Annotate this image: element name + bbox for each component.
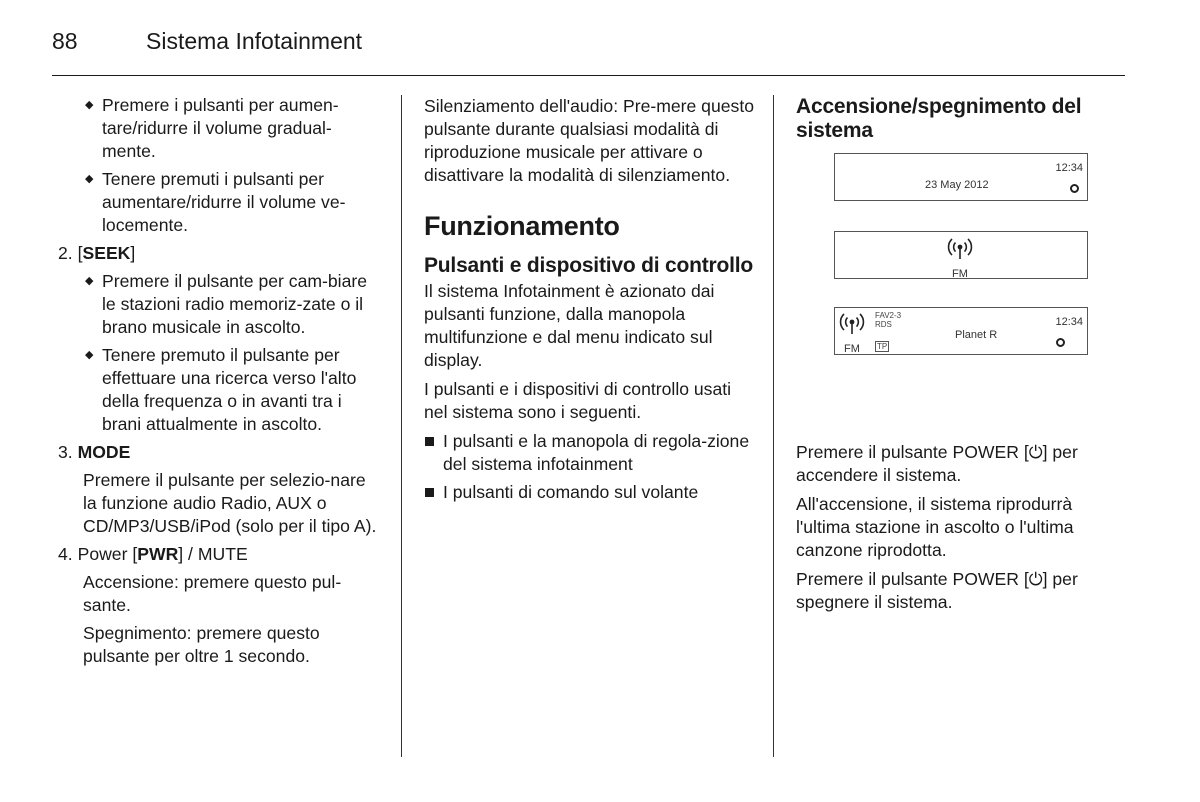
paragraph: Premere il pulsante per selezio-nare la funzione audio Radio, AUX o CD/MP3/USB/iPod (solo per il tipo A). — [83, 470, 377, 536]
settings-icon — [1056, 338, 1065, 347]
list-item: ◆ Premere il pulsante per cam-biare le stazioni radio memoriz-zate o il brano musicale in ascolto. — [85, 271, 367, 337]
section-heading: Funzionamento — [424, 211, 620, 241]
list-item: I pulsanti di comando sul volante — [424, 481, 754, 504]
display-screens-figure — [796, 153, 1126, 433]
display-screen-radio — [834, 307, 1088, 355]
paragraph: I pulsanti e i dispositivi di controllo usati nel sistema sono i seguenti. — [424, 379, 732, 422]
column-3 — [796, 95, 1126, 620]
paragraph: All'accensione, il sistema riprodurrà l'ultima stazione in ascolto o l'ultima canzone riprodotta. — [796, 494, 1074, 560]
diamond-bullet-icon: ◆ — [85, 173, 94, 185]
numbered-item-seek: 2. [SEEK] — [58, 243, 136, 263]
band-label: FM — [844, 343, 860, 355]
page-number: 88 — [52, 28, 78, 54]
diamond-bullet-icon: ◆ — [85, 275, 94, 287]
column-divider-1 — [401, 95, 402, 757]
square-bullet-icon — [425, 488, 434, 497]
diamond-bullet-icon: ◆ — [85, 99, 94, 111]
display-screen-clock — [834, 153, 1088, 201]
display-screen-fm — [834, 231, 1088, 279]
paragraph: Premere il pulsante POWER [⏻] per accendere il sistema. — [796, 442, 1078, 485]
clock-time: 12:34 — [1055, 316, 1083, 328]
settings-icon — [1070, 184, 1079, 193]
diamond-bullet-icon: ◆ — [85, 349, 94, 361]
list-item: ◆ Premere i pulsanti per aumen-tare/ridurre il volume gradual-mente. — [85, 95, 339, 161]
header-rule — [52, 75, 1125, 76]
square-bullet-icon — [425, 437, 434, 446]
paragraph: Premere il pulsante POWER [⏻] per spegnere il sistema. — [796, 569, 1078, 612]
list-item: I pulsanti e la manopola di regola-zione del sistema infotainment — [424, 430, 754, 476]
column-divider-2 — [773, 95, 774, 757]
paragraph: Spegnimento: premere questo pulsante per oltre 1 secondo. — [83, 623, 320, 666]
tp-label: TP — [877, 342, 888, 351]
date-text: 23 May 2012 — [925, 179, 989, 191]
list-item: ◆ Tenere premuti i pulsanti per aumentare/ridurre il volume ve-locemente. — [85, 169, 346, 235]
band-label: FM — [952, 268, 968, 280]
subsection-heading: Pulsanti e dispositivo di controllo — [424, 254, 754, 277]
column-2 — [424, 95, 754, 509]
station-name: Planet R — [955, 329, 998, 341]
page-header-title: Sistema Infotainment — [146, 28, 363, 54]
section-heading: Accensione/spegnimento del sistema — [796, 95, 1082, 142]
radio-antenna-icon — [839, 312, 865, 336]
numbered-item-power: 4. Power [PWR] / MUTE — [58, 544, 248, 564]
column-1 — [58, 94, 380, 673]
paragraph: Silenziamento dell'audio: Pre-mere questo pulsante durante qualsiasi modalità di riproduzione musicale per attivare o disattivare la modalità di silenziamento. — [424, 96, 755, 185]
paragraph: Accensione: premere questo pul-sante. — [83, 572, 342, 615]
radio-antenna-icon — [947, 237, 973, 261]
numbered-item-mode: 3. MODE — [58, 442, 131, 462]
favourite-label: FAV2-3 — [875, 311, 902, 320]
clock-time: 12:34 — [1055, 162, 1083, 174]
paragraph: Il sistema Infotainment è azionato dai pulsanti funzione, dalla manopola multifunzione e dal menu indicato sul display. — [424, 281, 715, 370]
list-item: ◆ Tenere premuto il pulsante per effettuare una ricerca verso l'alto della frequenza o in avanti tra i brani attualmente in ascolto. — [85, 345, 357, 434]
rds-label: RDS — [875, 320, 892, 329]
